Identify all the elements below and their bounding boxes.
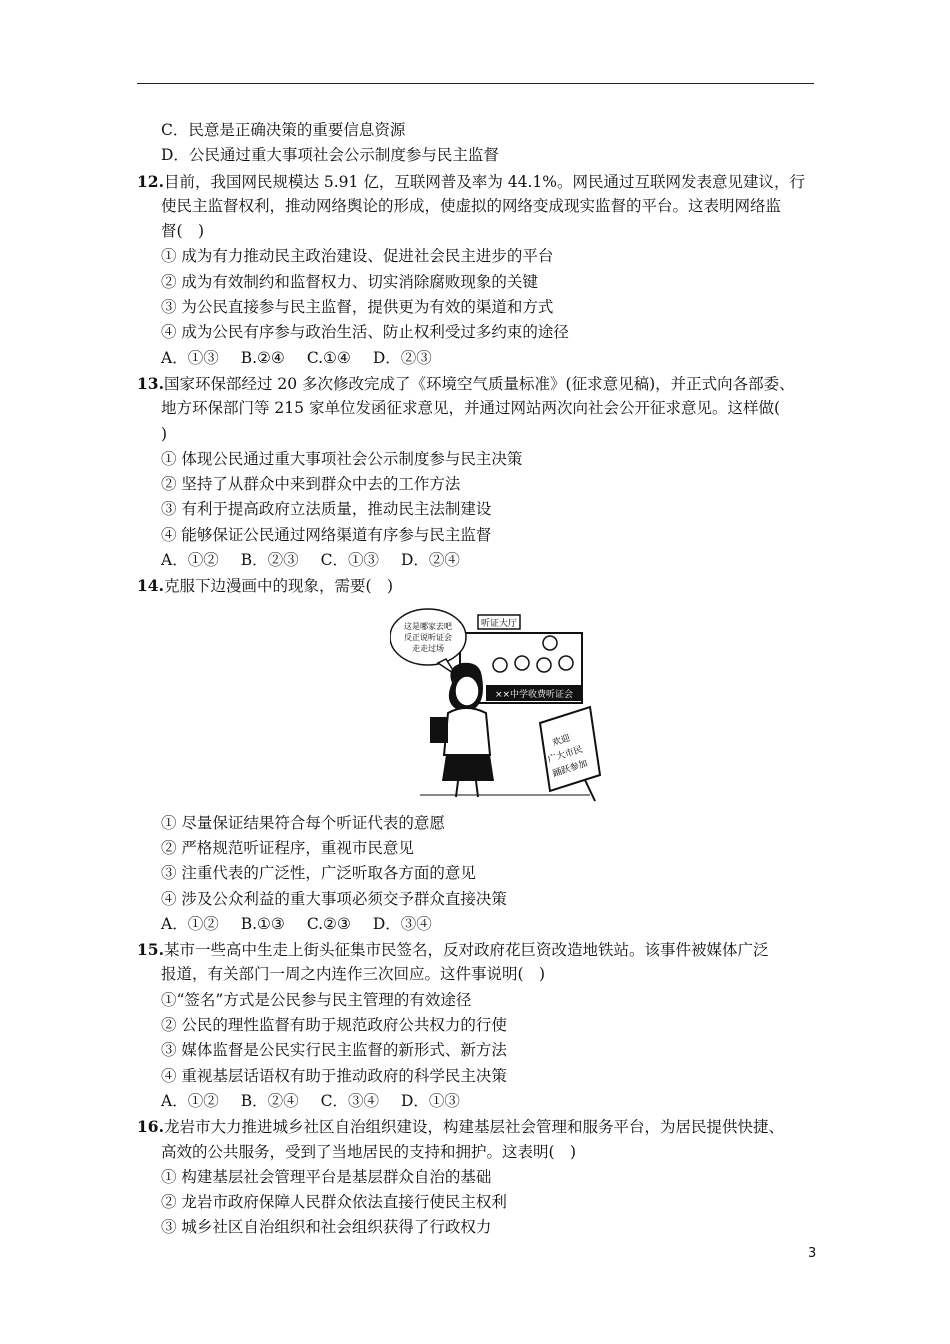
answer-b: B.②④ (240, 348, 285, 367)
answer-b: B．②④ (240, 1091, 299, 1110)
banner-text: ××中学收费听证会 (494, 689, 574, 700)
board-line-1: 欢迎 (551, 733, 572, 749)
answer-c: C．③④ (320, 1091, 379, 1110)
page-content (137, 118, 817, 1241)
bubble-line-2: 反正说听证会 (404, 632, 452, 642)
q12-stem-2: 使民主监督权利，推动网络舆论的形成，使虚拟的网络变成现实监督的平台。这表明网络监 (161, 196, 782, 215)
q16-option-2: ② 龙岩市政府保障人民群众依法直接行使民主权利 (161, 1193, 507, 1212)
answer-b: B．②③ (240, 551, 299, 570)
q16-option-1: ① 构建基层社会管理平台是基层群众自治的基础 (161, 1167, 492, 1186)
sign-top-text: 听证大厅 (480, 618, 518, 629)
q12-option-4: ④ 成为公民有序参与政治生活、防止权利受过多约束的途径 (161, 323, 569, 342)
header-rule (137, 83, 814, 84)
q13-stem-2: 地方环保部门等 215 家单位发函征求意见，并通过网站两次向社会公开征求意见。这样做( (161, 399, 780, 418)
q14-number: 14. (137, 576, 164, 596)
q14-answers (137, 912, 817, 937)
answer-b: B.①③ (240, 914, 285, 933)
answer-a: A．①② (161, 1091, 219, 1110)
answer-a: A．①② (161, 914, 219, 933)
prev-option-c: C．民意是正确决策的重要信息资源 (161, 121, 406, 139)
q15-stem-2: 报道，有关部门一周之内连作三次回应。这件事说明( ) (161, 965, 546, 984)
bubble-line-3: 走走过场 (412, 643, 444, 653)
q12-stem-1: 12.目前，我国网民规模达 5.91 亿，互联网普及率为 44.1%。网民通过互联网发表意见建议，行 (137, 171, 806, 191)
cartoon-illustration (390, 605, 602, 805)
q13-option-3: ③ 有利于提高政府立法质量，推动民主法制建设 (161, 500, 492, 519)
answer-d: D．①③ (400, 1091, 460, 1110)
q12-option-3: ③ 为公民直接参与民主监督，提供更为有效的渠道和方式 (161, 298, 554, 317)
q16-number: 16. (137, 1117, 164, 1137)
q14-option-2: ② 严格规范听证程序，重视市民意见 (161, 838, 414, 857)
prev-option-d: D．公民通过重大事项社会公示制度参与民主监督 (161, 146, 499, 165)
q13-answers (137, 548, 817, 573)
answer-c: C．①③ (320, 551, 379, 570)
q14-stem-1: 14.克服下边漫画中的现象，需要( ) (137, 576, 394, 596)
q16-stem-2: 高效的公共服务，受到了当地居民的支持和拥护。这表明( ) (161, 1142, 577, 1161)
board-line-3: 踊跃参加 (551, 758, 590, 780)
q13-option-2: ② 坚持了从群众中来到群众中去的工作方法 (161, 475, 461, 494)
bubble-line-1: 这是哪家去吧 (404, 621, 452, 631)
q12-option-1: ① 成为有力推动民主政治建设、促进社会民主进步的平台 (161, 247, 554, 266)
answer-a: A．①③ (161, 348, 219, 367)
q15-option-2: ② 公民的理性监督有助于规范政府公共权力的行使 (161, 1016, 507, 1035)
answer-a: A．①② (161, 551, 219, 570)
hearing-cartoon (137, 599, 817, 811)
answer-d: D．②④ (400, 551, 460, 570)
q12-option-2: ② 成为有效制约和监督权力、切实消除腐败现象的关键 (161, 272, 538, 291)
q14-option-4: ④ 涉及公众利益的重大事项必须交予群众直接决策 (161, 889, 507, 908)
q15-option-4: ④ 重视基层话语权有助于推动政府的科学民主决策 (161, 1066, 507, 1085)
q15-option-1: ①“签名”方式是公民参与民主管理的有效途径 (161, 990, 472, 1009)
answer-c: C.①④ (306, 348, 351, 367)
q16-option-3: ③ 城乡社区自治组织和社会组织获得了行政权力 (161, 1218, 492, 1237)
q14-option-1: ① 尽量保证结果符合每个听证代表的意愿 (161, 813, 445, 832)
q13-option-1: ① 体现公民通过重大事项社会公示制度参与民主决策 (161, 449, 523, 468)
q15-stem-1: 15.某市一些高中生走上街头征集市民签名，反对政府花巨资改造地铁站。该事件被媒体广泛 (137, 940, 769, 960)
q12-answers (137, 346, 817, 371)
q12-number: 12. (137, 171, 164, 191)
q12-stem-3: 督( ) (161, 222, 205, 241)
page-number: 3 (808, 1246, 817, 1261)
q15-option-3: ③ 媒体监督是公民实行民主监督的新形式、新方法 (161, 1041, 507, 1060)
q13-stem-3: ) (161, 424, 168, 443)
q15-answers (137, 1089, 817, 1114)
board-line-2: 广大市民 (546, 744, 585, 766)
q15-number: 15. (137, 940, 164, 960)
q13-option-4: ④ 能够保证公民通过网络渠道有序参与民主监督 (161, 525, 492, 544)
q14-option-3: ③ 注重代表的广泛性，广泛听取各方面的意见 (161, 864, 476, 883)
q13-number: 13. (137, 373, 164, 393)
answer-d: D．③④ (372, 914, 432, 933)
q13-stem-1: 13.国家环保部经过 20 多次修改完成了《环境空气质量标准》(征求意见稿)，并正式向各部委、 (137, 373, 795, 393)
q16-stem-1: 16.龙岩市大力推进城乡社区自治组织建设，构建基层社会管理和服务平台，为居民提供快捷、 (137, 1117, 784, 1137)
answer-c: C.②③ (306, 914, 351, 933)
answer-d: D．②③ (372, 348, 432, 367)
